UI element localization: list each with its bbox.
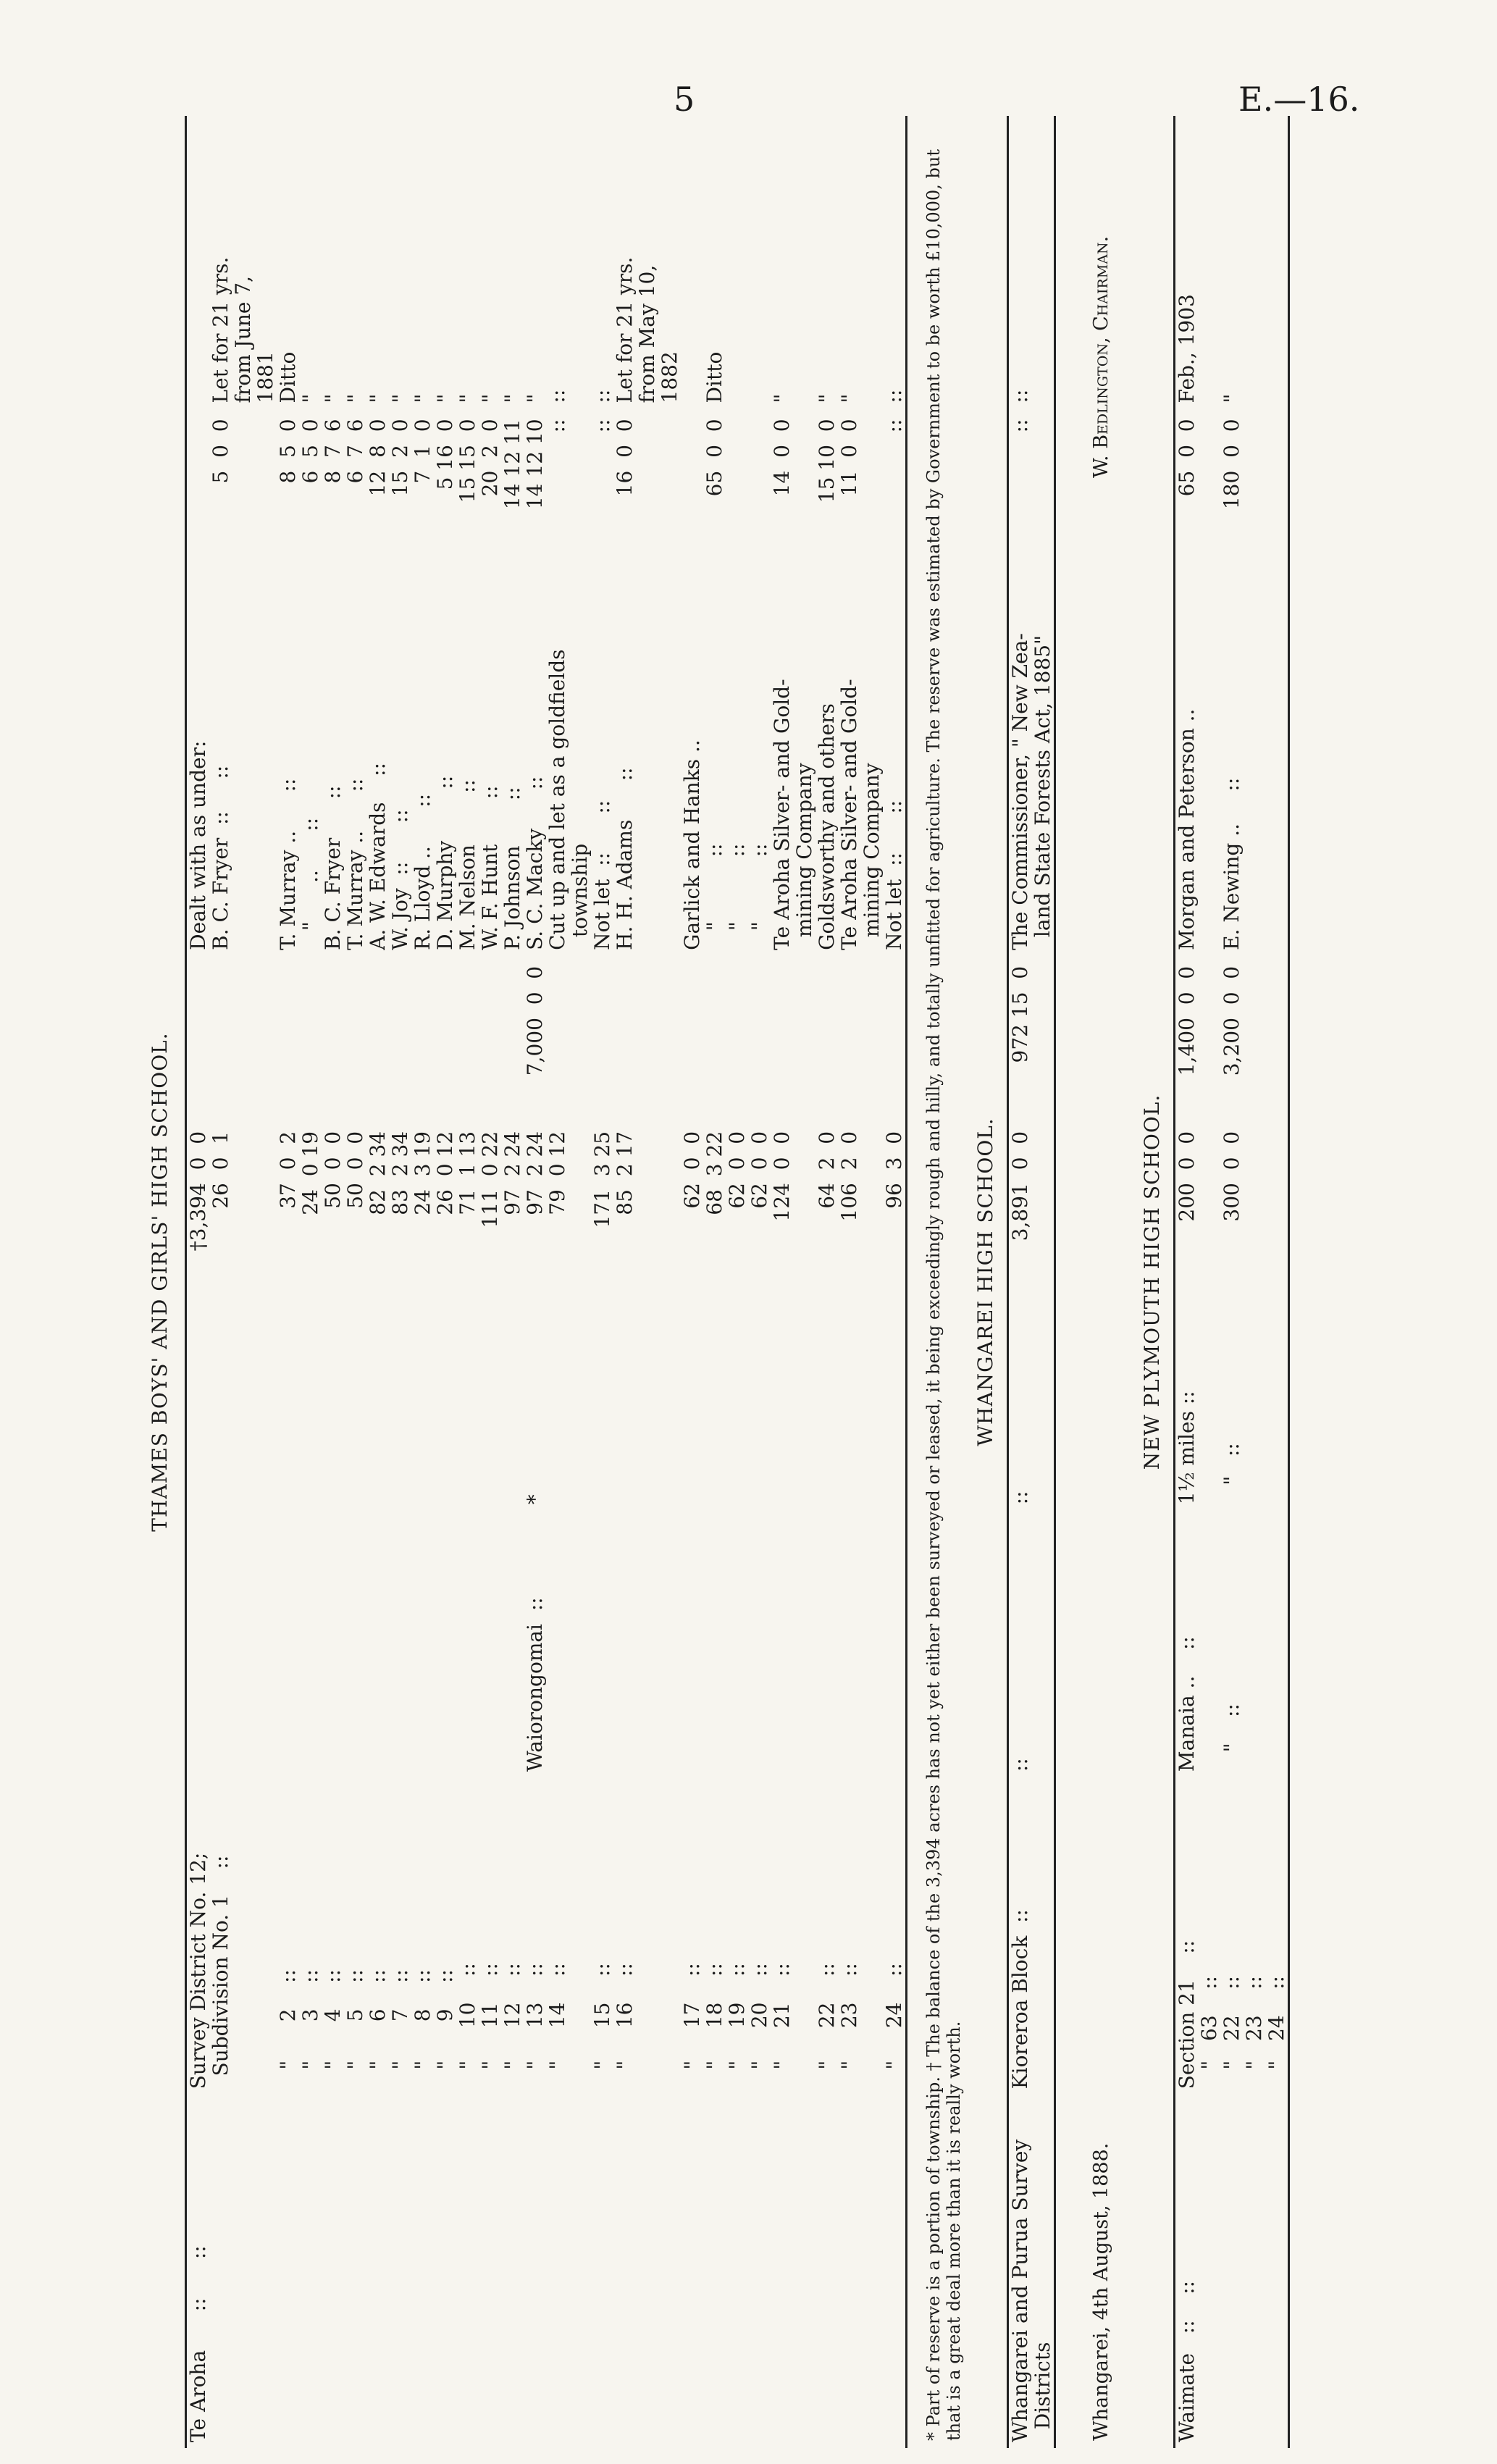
cell-block: " 18 :: xyxy=(703,1963,726,2090)
cell-block: " 5 :: xyxy=(343,1969,367,2090)
cell-district: Te Aroha :: :: xyxy=(186,2245,210,2442)
cell-block: " 16 :: xyxy=(613,1963,637,2090)
cell-area: 62 0 0 xyxy=(725,1131,749,1209)
cell-lessee: T. Murray .. :: xyxy=(276,778,300,950)
cell-remarks: Feb., 1903 xyxy=(1175,294,1199,403)
cell-block: " 3 :: xyxy=(298,1969,322,2090)
cell-area: 124 0 0 xyxy=(770,1131,794,1222)
table-row xyxy=(1175,116,1198,2448)
cell-remarks: " xyxy=(815,393,839,403)
cell-lessee: Te Aroha Silver- and Gold- xyxy=(770,679,794,950)
table-row xyxy=(883,116,905,2448)
table-row xyxy=(277,116,299,2448)
cell-block: " 19 :: xyxy=(725,1963,749,2090)
cell-rent: 15 2 0 xyxy=(388,419,412,497)
cell-lessee: D. Murphy :: xyxy=(433,775,457,950)
cell-lessee: A. W. Edwards :: xyxy=(366,762,390,950)
table-row xyxy=(434,116,456,2448)
cell-block: Subdivision No. 1 :: xyxy=(209,1855,232,2090)
table-row xyxy=(591,116,613,2448)
table-row xyxy=(838,116,860,2448)
cell-remarks: :: xyxy=(590,389,614,403)
table-row xyxy=(344,116,366,2448)
cell-lessee: " :: xyxy=(725,843,749,950)
cell-rent: 20 2 0 xyxy=(478,419,502,497)
cell-area: 71 1 13 xyxy=(456,1131,479,1215)
cell-lessee: Goldsworthy and others xyxy=(815,703,839,950)
table-row xyxy=(569,116,591,2448)
cell-locality: " :: xyxy=(1220,1443,1244,1505)
cell-area: 68 3 22 xyxy=(703,1131,726,1215)
cell-remarks: " xyxy=(456,393,479,403)
cell-area: 26 0 12 xyxy=(433,1131,457,1215)
cell-rent: 5 0 0 xyxy=(209,419,232,484)
table-row xyxy=(479,116,501,2448)
cell-rent: :: xyxy=(882,419,906,433)
cell-block: " 2 :: xyxy=(276,1969,300,2090)
cell-lessee: W. F. Hunt :: xyxy=(478,785,502,950)
table-row xyxy=(613,116,636,2448)
whangarei-date: Whangarei, 4th August, 1888. xyxy=(1090,2142,1112,2441)
table-row xyxy=(703,116,726,2448)
table-row xyxy=(322,116,344,2448)
cell-lessee: S. C. Macky :: xyxy=(523,776,547,950)
table-row xyxy=(771,116,793,2448)
cell-area: 62 0 0 xyxy=(747,1131,771,1209)
cell-lessee: Cut up and let as a goldfields xyxy=(545,649,569,950)
cell-locality: 1½ miles :: xyxy=(1175,1391,1199,1505)
cell-block: " 23 :: xyxy=(837,1963,861,2090)
cell-block: Survey District No. 12; xyxy=(186,1852,210,2090)
table-row xyxy=(1220,116,1243,2448)
cell-lessee: Te Aroha Silver- and Gold- xyxy=(837,679,861,950)
cell-remarks: " xyxy=(411,393,435,403)
cell-remarks: :: xyxy=(882,389,906,403)
cell-lessee: " :: xyxy=(747,843,771,950)
cell-lessee: W. Joy :: :: xyxy=(388,809,412,950)
cell-lessee: Morgan and Peterson .. xyxy=(1175,708,1199,950)
cell-rent: 15 15 0 xyxy=(456,419,479,503)
cell-block: " 14 :: xyxy=(545,1963,569,2090)
cell-lessee: B. C. Fryer :: xyxy=(321,785,345,950)
cell-rent: 14 12 10 xyxy=(523,419,547,510)
cell-block: " 21 :: xyxy=(770,1963,794,2090)
cell-area: 171 3 25 xyxy=(590,1131,614,1228)
whangarei-signature: W. Bedlington, Chairman. xyxy=(1090,235,1112,478)
cell-lessee: Not let :: :: xyxy=(882,800,906,950)
cell-lessee: mining Company xyxy=(792,763,816,950)
page-number: 5 xyxy=(674,80,695,119)
cell-locality: * xyxy=(523,1494,547,1505)
cell-lessee: Dealt with as under: xyxy=(186,740,210,950)
table-row xyxy=(636,116,658,2448)
cell-lessee: The Commissioner, " New Zea- xyxy=(1008,633,1032,950)
cell-area: 200 0 0 xyxy=(1175,1131,1199,1222)
cell-rent: 65 0 0 xyxy=(703,419,726,497)
cell-rental: 1,400 0 0 xyxy=(1175,965,1199,1076)
cell-rent: 5 16 0 xyxy=(433,419,457,490)
cell-block: " 10 :: xyxy=(456,1963,479,2090)
cell-area: 24 0 19 xyxy=(298,1131,322,1215)
cell-section: :: xyxy=(1008,1758,1032,1772)
cell-area: 3,891 0 0 xyxy=(1008,1131,1032,1241)
cell-area: †3,394 0 0 xyxy=(186,1131,210,1252)
cell-section: " :: xyxy=(1220,1704,1244,1772)
cell-block: " 17 :: xyxy=(680,1963,704,2090)
cell-area: 50 0 0 xyxy=(321,1131,345,1209)
cell-area: 37 0 2 xyxy=(276,1131,300,1209)
table-row xyxy=(681,116,703,2448)
cell-rent: 6 5 0 xyxy=(298,419,322,484)
cell-rent: 6 7 6 xyxy=(343,419,367,484)
cell-rent: :: xyxy=(545,419,569,433)
cell-area: 106 2 0 xyxy=(837,1131,861,1222)
cell-block: " 22 :: xyxy=(815,1963,839,2090)
cell-block: " 13 :: xyxy=(523,1963,547,2090)
cell-remarks: " xyxy=(837,393,861,403)
cell-area: 83 2 34 xyxy=(388,1131,412,1215)
cell-section: Waiorongomai :: xyxy=(523,1597,547,1772)
cell-lessee: " :: xyxy=(703,843,726,950)
cell-block: " 24 :: xyxy=(882,1963,906,2090)
cell-rental: 972 15 0 xyxy=(1008,965,1032,1063)
table-row xyxy=(793,116,815,2448)
cell-block: " 22 :: xyxy=(1220,1975,1244,2090)
cell-block: " 6 :: xyxy=(366,1969,390,2090)
cell-rental: 7,000 0 0 xyxy=(523,965,547,1076)
cell-locality: :: xyxy=(1008,1491,1032,1505)
cell-area: 97 2 24 xyxy=(523,1131,547,1215)
table-row xyxy=(411,116,434,2448)
cell-lessee: B. C. Fryer :: :: xyxy=(209,765,232,950)
table-row xyxy=(456,116,479,2448)
cell-district: Whangarei and Purua Survey xyxy=(1008,2139,1032,2442)
cell-area: 64 2 0 xyxy=(815,1131,839,1209)
cell-area: 82 2 34 xyxy=(366,1131,390,1215)
cell-remarks: 1882 xyxy=(658,351,682,403)
cell-rent: :: xyxy=(1008,419,1032,433)
cell-remarks: :: xyxy=(545,389,569,403)
table-row xyxy=(546,116,569,2448)
table-row xyxy=(860,116,883,2448)
cell-remarks: from May 10, xyxy=(635,264,659,403)
cell-remarks: from June 7, xyxy=(231,275,255,403)
cell-rent: 8 5 0 xyxy=(276,419,300,484)
cell-remarks: " xyxy=(478,393,502,403)
cell-rent: 8 7 6 xyxy=(321,419,345,484)
whangarei-title: WHANGAREI HIGH SCHOOL. xyxy=(973,1118,997,1446)
table-row xyxy=(524,116,546,2448)
cell-remarks: Let for 21 yrs. xyxy=(209,256,232,403)
thames-title: THAMES BOYS' AND GIRLS' HIGH SCHOOL. xyxy=(148,1032,172,1532)
cell-remarks: " xyxy=(500,393,524,403)
cell-area: 26 0 1 xyxy=(209,1131,232,1209)
cell-lessee: township xyxy=(568,843,592,950)
newplymouth-title: NEW PLYMOUTH HIGH SCHOOL. xyxy=(1140,1094,1164,1470)
cell-area: 96 3 0 xyxy=(882,1131,906,1209)
cell-lessee: Garlick and Hanks .. xyxy=(680,739,704,950)
table-row xyxy=(1243,116,1265,2448)
cell-block: " 24 :: xyxy=(1265,1975,1288,2090)
cell-lessee: Not let :: :: xyxy=(590,800,614,950)
cell-rent: :: xyxy=(590,419,614,433)
cell-remarks: Ditto xyxy=(276,351,300,403)
cell-remarks: " xyxy=(321,393,345,403)
table-row xyxy=(748,116,771,2448)
cell-block: Kioreroa Block :: xyxy=(1008,1909,1032,2090)
table-row xyxy=(501,116,524,2448)
cell-block: " 8 :: xyxy=(411,1969,435,2090)
thames-table xyxy=(185,116,907,2448)
document-code: E.—16. xyxy=(1238,80,1360,119)
cell-rent: 180 0 0 xyxy=(1220,419,1244,510)
table-row xyxy=(1265,116,1288,2448)
cell-area: 111 0 22 xyxy=(478,1131,502,1228)
cell-area: 97 2 24 xyxy=(500,1131,524,1215)
cell-lessee: land State Forests Act, 1885" xyxy=(1031,635,1054,950)
whangarei-table xyxy=(1007,116,1056,2448)
cell-lessee: H. H. Adams :: xyxy=(613,767,637,950)
cell-remarks: " xyxy=(433,393,457,403)
cell-rent: 12 8 0 xyxy=(366,419,390,497)
cell-area: 85 2 17 xyxy=(613,1131,637,1215)
newplymouth-table xyxy=(1173,116,1290,2448)
cell-remarks: " xyxy=(770,393,794,403)
cell-rent: 15 10 0 xyxy=(815,419,839,503)
cell-remarks: " xyxy=(343,393,367,403)
cell-block: " 11 :: xyxy=(478,1963,502,2090)
cell-area: 50 0 0 xyxy=(343,1131,367,1209)
table-row xyxy=(1198,116,1220,2448)
cell-lessee: R. Lloyd .. :: xyxy=(411,793,435,950)
cell-area: 24 3 19 xyxy=(411,1131,435,1215)
cell-area: 79 0 12 xyxy=(545,1131,569,1215)
cell-lessee: P. Johnson :: xyxy=(500,787,524,950)
cell-remarks: " xyxy=(366,393,390,403)
cell-remarks: " xyxy=(1220,393,1244,403)
cell-block: " 9 :: xyxy=(433,1969,457,2090)
cell-remarks: Ditto xyxy=(703,351,726,403)
table-row xyxy=(389,116,411,2448)
cell-lessee: " .. :: xyxy=(298,817,322,950)
cell-rent: 65 0 0 xyxy=(1175,419,1199,497)
cell-remarks: " xyxy=(388,393,412,403)
cell-area: 300 0 0 xyxy=(1220,1131,1244,1222)
cell-rent: 11 0 0 xyxy=(837,419,861,497)
cell-rent: 16 0 0 xyxy=(613,419,637,497)
cell-block: " 20 :: xyxy=(747,1963,771,2090)
table-row xyxy=(254,116,277,2448)
cell-section: Manaia .. :: xyxy=(1175,1636,1199,1772)
cell-block: " 63 :: xyxy=(1197,1975,1221,2090)
cell-lessee: mining Company xyxy=(860,763,884,950)
cell-block: " 12 :: xyxy=(500,1963,524,2090)
table-row xyxy=(209,116,232,2448)
cell-district: Districts xyxy=(1031,2342,1054,2442)
cell-lessee: M. Nelson :: xyxy=(456,779,479,950)
cell-remarks: " xyxy=(523,393,547,403)
cell-remarks: Let for 21 yrs. xyxy=(613,256,637,403)
cell-remarks: :: xyxy=(1008,389,1032,403)
cell-remarks: 1881 xyxy=(253,351,277,403)
cell-rent: 14 12 11 xyxy=(500,419,524,510)
cell-block: " 15 :: xyxy=(590,1963,614,2090)
table-row xyxy=(815,116,838,2448)
cell-lessee: E. Newing .. :: xyxy=(1220,777,1244,950)
thames-footnote: * Part of reserve is a portion of township. † The balance of the 3,394 acres has not yet either been surveyed or leased, it being exceedingly rough and hilly, and totally unfitted for agriculture. The reserve was estimated by Government to be worth £10,000, but that is a great deal more than it is really worth. xyxy=(923,148,964,2441)
table-row xyxy=(658,116,681,2448)
cell-block: " 4 :: xyxy=(321,1969,345,2090)
cell-district: Waimate :: :: xyxy=(1175,2280,1199,2442)
cell-block: " 23 :: xyxy=(1242,1975,1266,2090)
table-row xyxy=(299,116,322,2448)
table-row xyxy=(1009,116,1031,2448)
table-row xyxy=(187,116,209,2448)
table-row xyxy=(232,116,254,2448)
cell-block: Section 21 :: xyxy=(1175,1940,1199,2090)
cell-lessee: T. Murray .. :: xyxy=(343,778,367,950)
table-row xyxy=(726,116,748,2448)
cell-area: 62 0 0 xyxy=(680,1131,704,1209)
cell-rent: 7 1 0 xyxy=(411,419,435,484)
table-row xyxy=(1031,116,1054,2448)
cell-rent: 14 0 0 xyxy=(770,419,794,497)
cell-rental: 3,200 0 0 xyxy=(1220,965,1244,1076)
rotated-table-region xyxy=(116,116,1448,2448)
cell-remarks: " xyxy=(298,393,322,403)
cell-block: " 7 :: xyxy=(388,1969,412,2090)
table-row xyxy=(366,116,389,2448)
